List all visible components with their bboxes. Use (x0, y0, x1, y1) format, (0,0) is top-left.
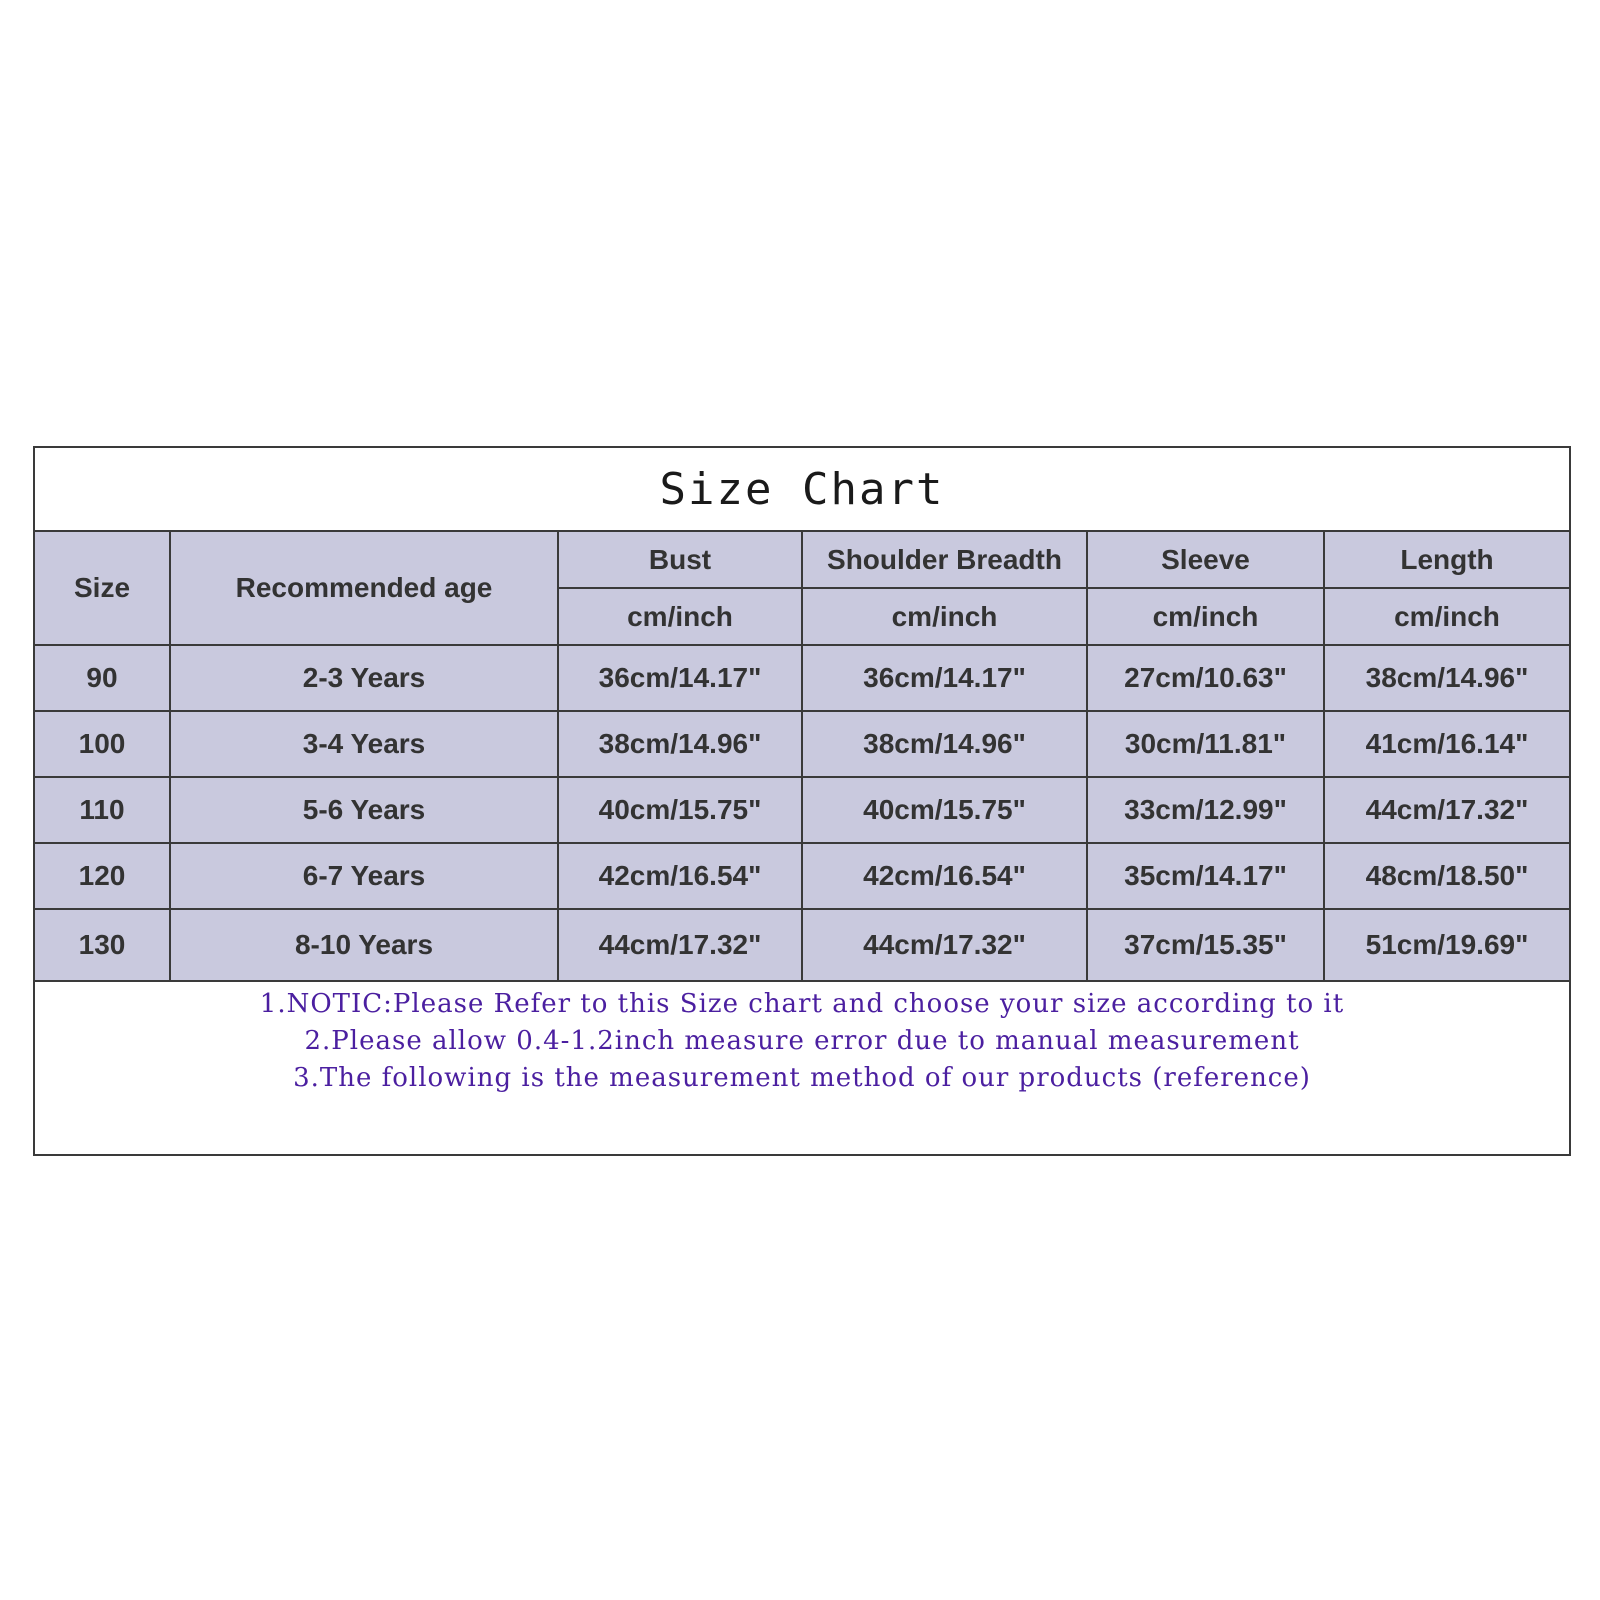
table-header-row (35, 532, 1569, 588)
table-row (35, 843, 1569, 909)
cell-length: 48cm/18.50" (1324, 843, 1569, 909)
cell-bust: 36cm/14.17" (558, 645, 802, 711)
cell-length: 38cm/14.96" (1324, 645, 1569, 711)
size-table (35, 532, 1569, 982)
cell-size: 130 (35, 909, 170, 981)
header-length: Length (1324, 532, 1569, 588)
cell-age: 3-4 Years (170, 711, 558, 777)
size-chart (33, 446, 1571, 1156)
cell-bust: 42cm/16.54" (558, 843, 802, 909)
unit-sleeve: cm/inch (1087, 588, 1324, 645)
cell-age: 6-7 Years (170, 843, 558, 909)
cell-sleeve: 35cm/14.17" (1087, 843, 1324, 909)
header-size: Size (35, 532, 170, 645)
cell-length: 41cm/16.14" (1324, 711, 1569, 777)
cell-sleeve: 37cm/15.35" (1087, 909, 1324, 981)
note-1: 1.NOTIC:Please Refer to this Size chart and choose your size according to it (259, 989, 1345, 1019)
cell-size: 120 (35, 843, 170, 909)
cell-shoulder: 40cm/15.75" (802, 777, 1087, 843)
cell-size: 90 (35, 645, 170, 711)
note-2: 2.Please allow 0.4-1.2inch measure error due to manual measurement (304, 1026, 1300, 1056)
cell-size: 110 (35, 777, 170, 843)
cell-shoulder: 38cm/14.96" (802, 711, 1087, 777)
cell-shoulder: 36cm/14.17" (802, 645, 1087, 711)
cell-shoulder: 42cm/16.54" (802, 843, 1087, 909)
unit-bust: cm/inch (558, 588, 802, 645)
cell-age: 8-10 Years (170, 909, 558, 981)
chart-title: Size Chart (35, 448, 1569, 532)
unit-length: cm/inch (1324, 588, 1569, 645)
cell-length: 51cm/19.69" (1324, 909, 1569, 981)
header-recommended-age: Recommended age (170, 532, 558, 645)
cell-bust: 38cm/14.96" (558, 711, 802, 777)
notes (35, 982, 1569, 1097)
cell-bust: 44cm/17.32" (558, 909, 802, 981)
cell-sleeve: 27cm/10.63" (1087, 645, 1324, 711)
cell-age: 2-3 Years (170, 645, 558, 711)
header-sleeve: Sleeve (1087, 532, 1324, 588)
unit-shoulder-breadth: cm/inch (802, 588, 1087, 645)
table-row (35, 777, 1569, 843)
cell-sleeve: 30cm/11.81" (1087, 711, 1324, 777)
cell-bust: 40cm/15.75" (558, 777, 802, 843)
table-row (35, 909, 1569, 981)
cell-sleeve: 33cm/12.99" (1087, 777, 1324, 843)
cell-age: 5-6 Years (170, 777, 558, 843)
note-3: 3.The following is the measurement method of our products (reference) (293, 1063, 1311, 1093)
cell-length: 44cm/17.32" (1324, 777, 1569, 843)
header-shoulder-breadth: Shoulder Breadth (802, 532, 1087, 588)
header-bust: Bust (558, 532, 802, 588)
cell-shoulder: 44cm/17.32" (802, 909, 1087, 981)
cell-size: 100 (35, 711, 170, 777)
table-row (35, 645, 1569, 711)
table-row (35, 711, 1569, 777)
